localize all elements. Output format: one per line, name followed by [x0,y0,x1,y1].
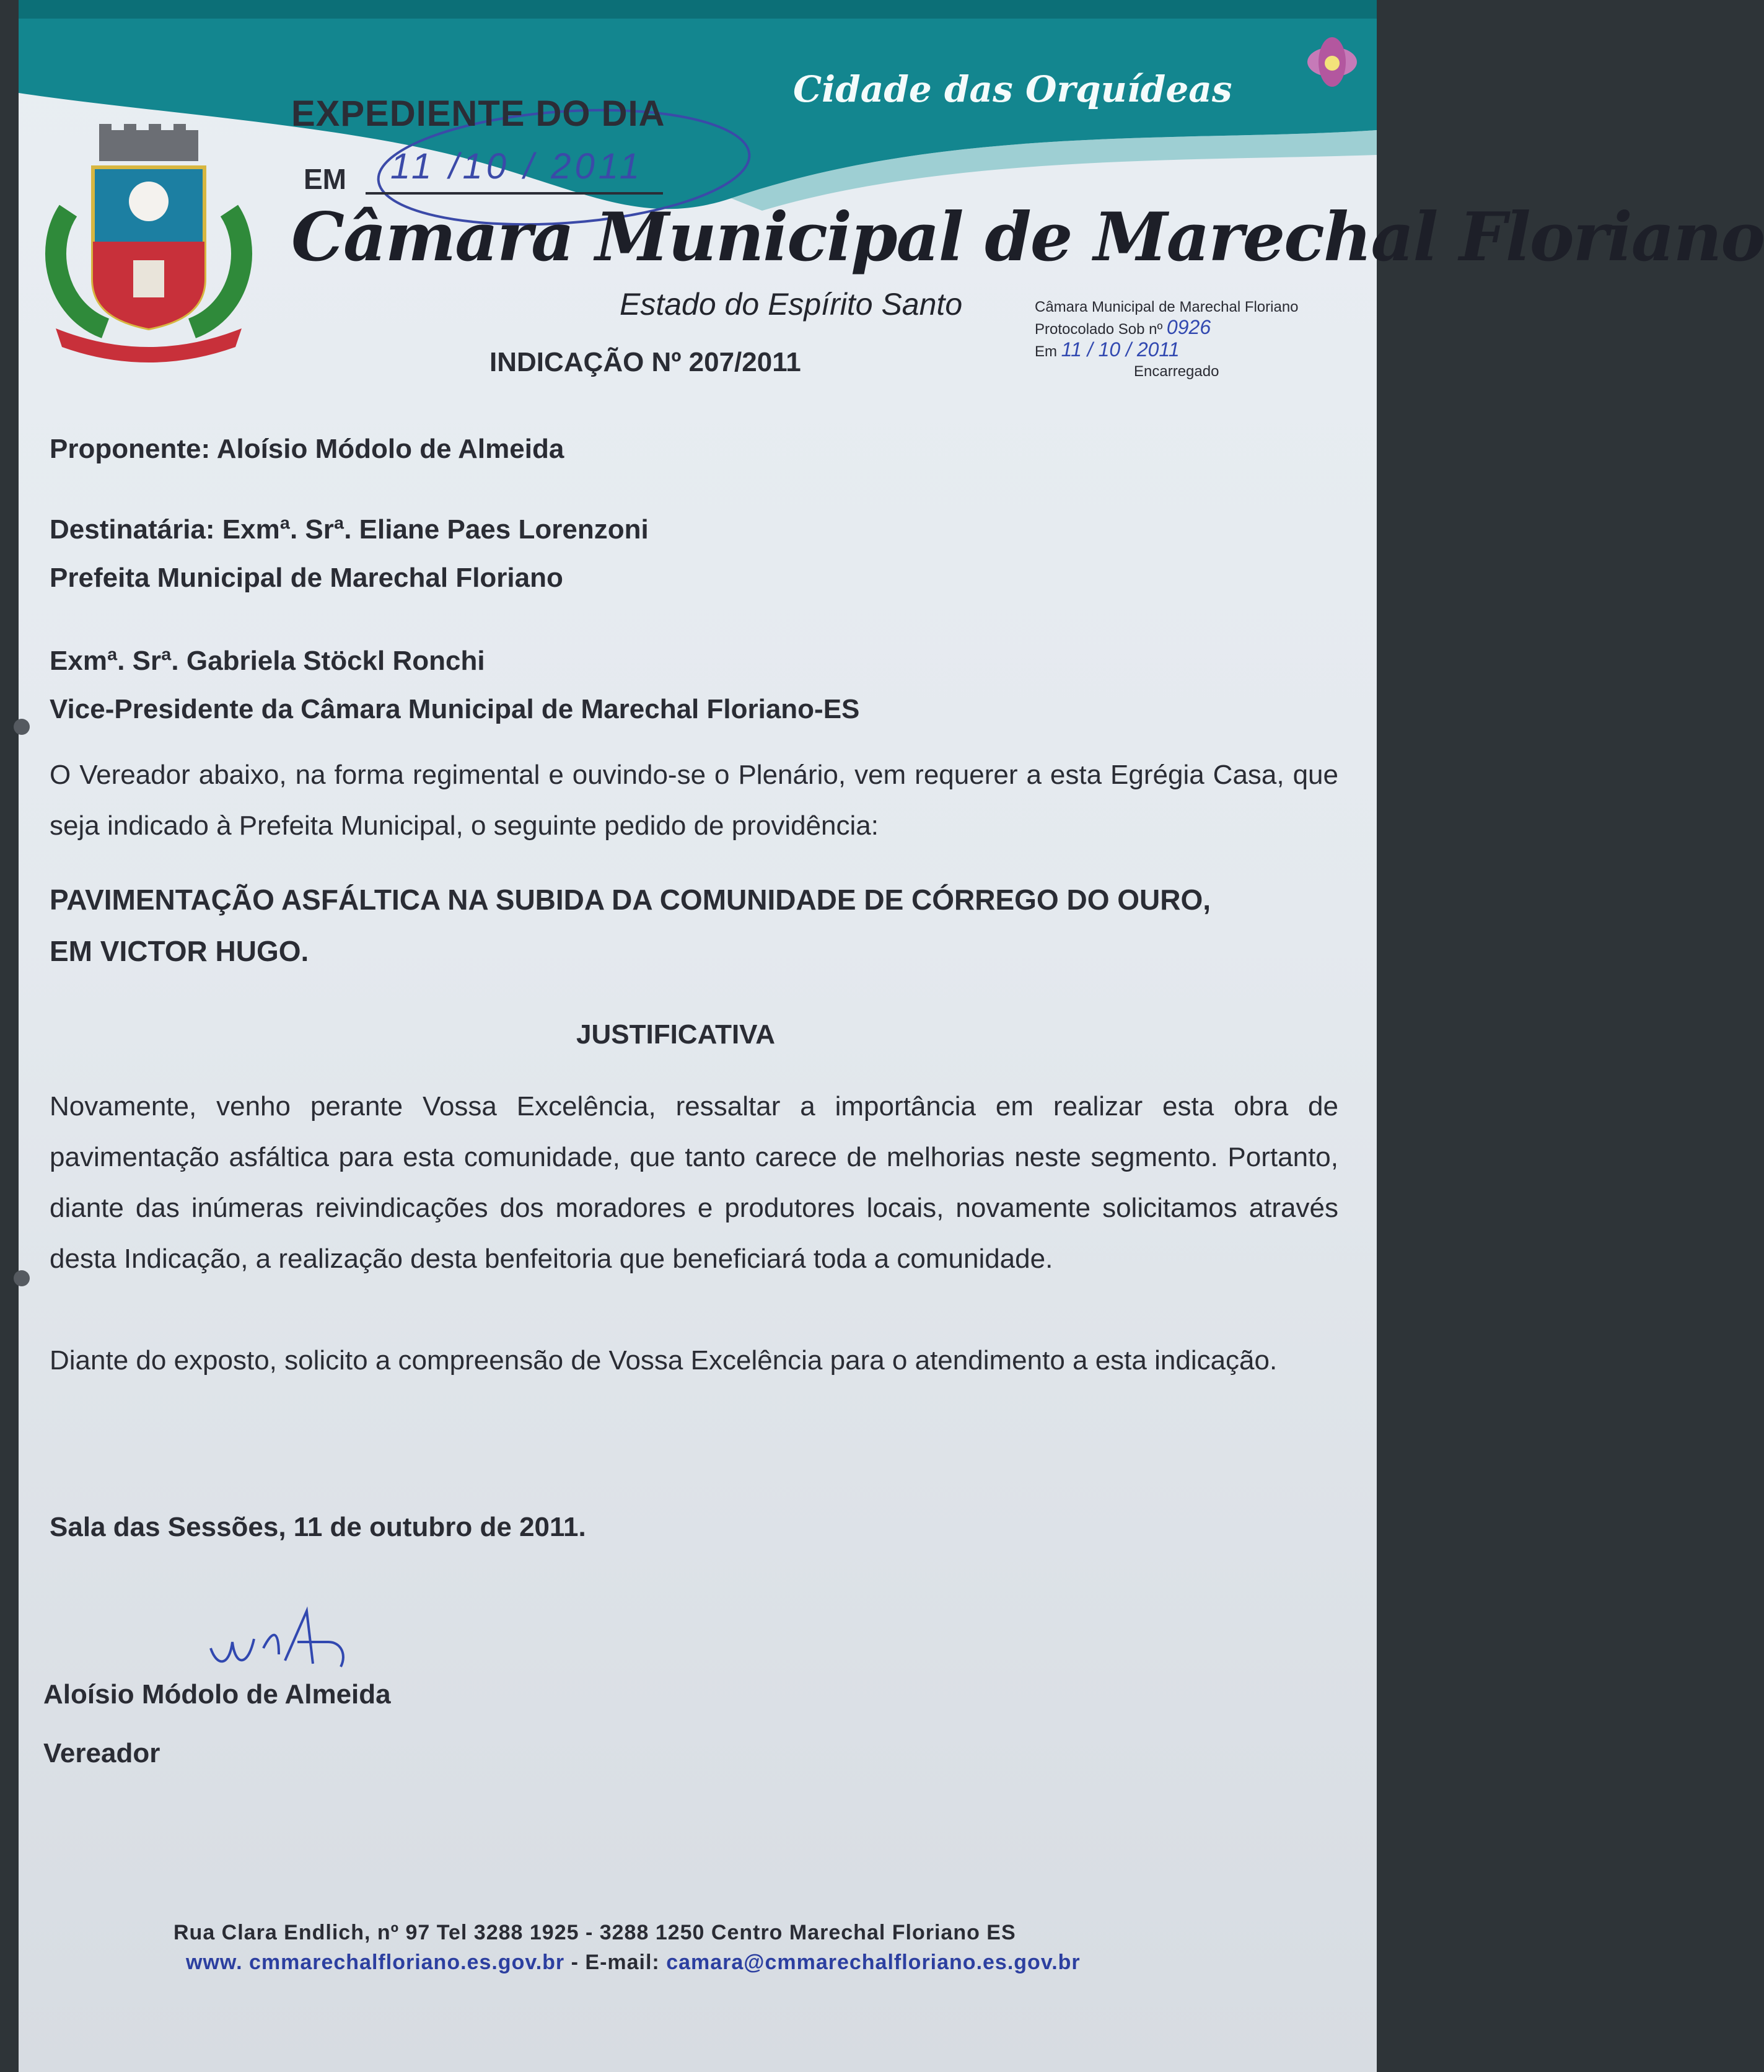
protocol-signer: Encarregado [1134,363,1219,380]
handwritten-signature [204,1605,353,1679]
protocol-stamp-line1: Câmara Municipal de Marechal Floriano [1035,299,1299,315]
justification-paragraph-1: Novamente, venho perante Vossa Excelência, ressaltar a importância em realizar esta obra de pavimentação asfáltica para esta comunidade, que tanto carece de melhorias neste segmento. Portanto, diante das inúmeras reivindicações dos moradores e produtores locais, novamente solicitamos através desta Indicação, a realização desta benfeitoria que beneficiará toda a comunidade. [50,1091,1338,1274]
binder-hole [14,719,30,735]
footer-contact [186,1951,1081,1975]
justification-heading: JUSTIFICATIVA [576,1019,776,1050]
document-title: INDICAÇÃO Nº 207/2011 [489,347,801,377]
justification-paragraph-2: Diante do exposto, solicito a compreensão de Vossa Excelência para o atendimento a esta indicação. [50,1345,1278,1376]
state-name: Estado do Espírito Santo [620,287,963,322]
binder-hole [14,1270,30,1286]
orchid-icon [1295,25,1369,99]
recipient-2-role: Vice-Presidente da Câmara Municipal de Marechal Floriano-ES [50,694,860,724]
chamber-name: Câmara Municipal de Marechal Floriano [291,198,1764,276]
request-line-2: EM VICTOR HUGO. [50,935,309,967]
city-slogan: Cidade das Orquídeas [793,68,1232,110]
protocol-date-label: Em [1035,343,1057,360]
document-page [19,0,1764,2072]
protocol-label: Protocolado Sob nº [1035,321,1163,338]
proponent: Proponente: Aloísio Módolo de Almeida [50,434,564,464]
expediente-em-label: EM [304,163,346,195]
footer-address: Rua Clara Endlich, nº 97 Tel 3288 1925 - 3288 1250 Centro Marechal Floriano ES [173,1921,1016,1944]
recipient-1-name: Destinatária: Exmª. Srª. Eliane Paes Lorenzoni [50,514,649,545]
closing-line: Sala das Sessões, 11 de outubro de 2011. [50,1512,586,1542]
footer-website[interactable]: www. cmmarechalfloriano.es.gov.br [186,1951,565,1974]
expediente-underline [366,192,663,195]
expediente-date: 11 /10 / 2011 [390,146,644,187]
protocol-date-value: 11 / 10 / 2011 [1061,338,1180,361]
footer-email-label: - E-mail: [564,1951,667,1974]
expediente-title: EXPEDIENTE DO DIA [291,94,665,134]
protocol-stamp [1035,297,1299,382]
signer-role: Vereador [43,1738,160,1768]
municipal-crest-icon [31,124,266,372]
recipient-1-role: Prefeita Municipal de Marechal Floriano [50,563,563,593]
recipient-2-name: Exmª. Srª. Gabriela Stöckl Ronchi [50,646,485,676]
footer-email[interactable]: camara@cmmarechalfloriano.es.gov.br [666,1951,1081,1974]
signer-name: Aloísio Módolo de Almeida [43,1679,391,1710]
request-line-1: PAVIMENTAÇÃO ASFÁLTICA NA SUBIDA DA COMUNIDADE DE CÓRREGO DO OURO, [50,884,1211,916]
protocol-number: 0926 [1166,316,1211,338]
intro-paragraph: O Vereador abaixo, na forma regimental e ouvindo-se o Plenário, vem requerer a esta Egrégia Casa, que seja indicado à Prefeita Municipal, o seguinte pedido de providência: [50,760,1338,841]
